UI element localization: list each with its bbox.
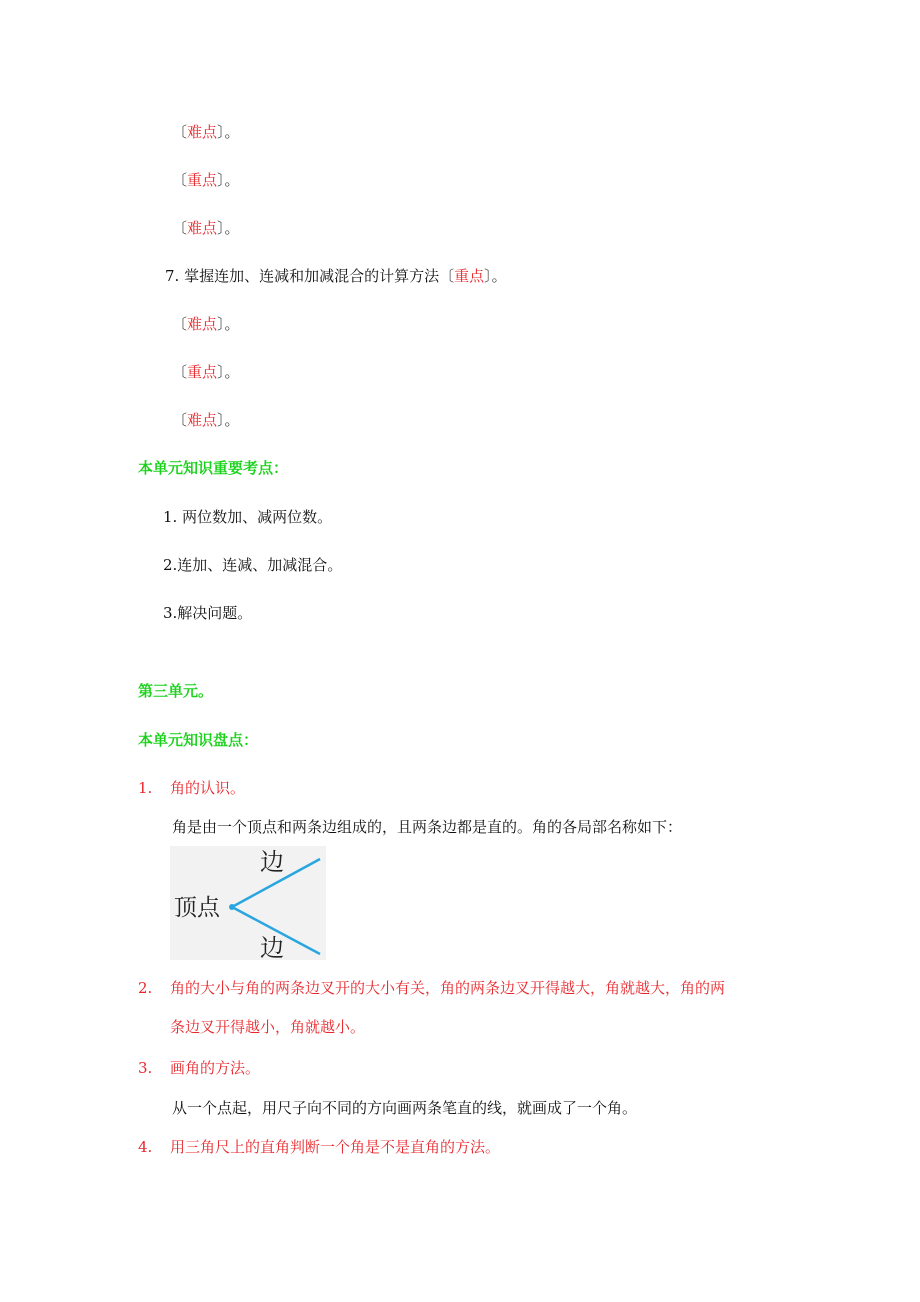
item-difficulty-1: 〔难点〕。: [172, 123, 240, 141]
exam-point-1: 1. 两位数加、减两位数。: [163, 508, 333, 526]
section-3-title: 3. 画角的方法。: [138, 1059, 261, 1077]
edge-label-top: 边: [260, 848, 284, 876]
vertex-dot: [229, 904, 235, 910]
section-2-line-1: 2. 角的大小与角的两条边叉开的大小有关，角的两条边叉开得越大，角就越大，角的两: [138, 979, 726, 997]
angle-diagram: [170, 846, 326, 960]
item-key-2: 〔重点〕。: [172, 363, 240, 381]
vertex-label: 顶点: [174, 895, 220, 921]
tag-label: 重点: [187, 171, 218, 189]
item-difficulty-4: 〔难点〕。: [172, 411, 240, 429]
tag-label: 难点: [187, 219, 218, 237]
heading-unit-3: 第三单元。: [138, 682, 214, 700]
exam-point-3: 3.解决问题。: [163, 604, 253, 622]
tag-label: 重点: [187, 363, 218, 381]
section-3-body: 从一个点起，用尺子向不同的方向画两条笔直的线，就画成了一个角。: [172, 1099, 638, 1117]
section-2-line-2: 条边叉开得越小，角就越小。: [170, 1018, 366, 1036]
section-1-body: 角是由一个顶点和两条边组成的，且两条边都是直的。角的各局部名称如下：: [172, 818, 683, 836]
exam-point-2: 2.连加、连减、加减混合。: [163, 556, 343, 574]
item-7: 7. 掌握连加、连减和加减混合的计算方法〔重点〕。: [165, 267, 507, 285]
item-key-1: 〔重点〕。: [172, 171, 240, 189]
section-1-title: 1. 角的认识。: [138, 779, 246, 797]
tag-label: 难点: [187, 315, 218, 333]
tag-label: 重点: [454, 267, 485, 285]
item-difficulty-3: 〔难点〕。: [172, 315, 240, 333]
heading-exam-points: 本单元知识重要考点：: [138, 459, 289, 477]
tag-label: 难点: [187, 411, 218, 429]
item-difficulty-2: 〔难点〕。: [172, 219, 240, 237]
tag-label: 难点: [187, 123, 218, 141]
edge-label-bottom: 边: [260, 934, 284, 960]
section-4-title: 4. 用三角尺上的直角判断一个角是不是直角的方法。: [138, 1138, 501, 1156]
heading-inventory: 本单元知识盘点：: [138, 731, 259, 749]
